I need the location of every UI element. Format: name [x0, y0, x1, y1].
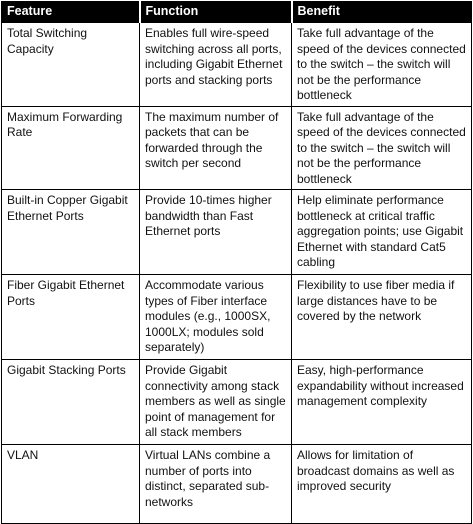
feature-table — [1, 1, 472, 524]
function-cell: Provide 10-times higher bandwidth than Fast Ethernet ports — [140, 190, 292, 275]
table-row — [2, 360, 472, 445]
feature-cell: Fiber Gigabit Ethernet Ports — [2, 275, 140, 360]
table-row — [2, 106, 472, 190]
benefit-cell: Help eliminate performance bottleneck at critical traffic aggregation points; use Gigabit Ethernet with standard Cat5 cabling — [292, 190, 472, 275]
table-row — [2, 445, 472, 524]
table-row — [2, 190, 472, 275]
feature-cell: Gigabit Stacking Ports — [2, 360, 140, 445]
benefit-cell: Take full advantage of the speed of the devices connected to the switch – the switch will not be the performance bottleneck — [292, 106, 472, 190]
benefit-cell: Take full advantage of the speed of the devices connected to the switch – the switch will not be the performance bottleneck — [292, 23, 472, 107]
feature-cell: Built-in Copper Gigabit Ethernet Ports — [2, 190, 140, 275]
function-cell: Accommodate various types of Fiber interface modules (e.g., 1000SX, 1000LX; modules sold separately) — [140, 275, 292, 360]
function-cell: Enables full wire-speed switching across all ports, including Gigabit Ethernet ports and stacking ports — [140, 23, 292, 107]
function-cell: The maximum number of packets that can be forwarded through the switch per second — [140, 106, 292, 190]
table-row — [2, 23, 472, 107]
header-row — [2, 2, 472, 23]
header-benefit: Benefit — [292, 2, 472, 23]
feature-cell: Total Switching Capacity — [2, 23, 140, 107]
feature-cell: VLAN — [2, 445, 140, 524]
function-cell: Virtual LANs combine a number of ports into distinct, separated sub-networks — [140, 445, 292, 524]
benefit-cell: Flexibility to use fiber media if large distances have to be covered by the network — [292, 275, 472, 360]
function-cell: Provide Gigabit connectivity among stack members as well as single point of management for all stack members — [140, 360, 292, 445]
header-feature: Feature — [2, 2, 140, 23]
benefit-cell: Easy, high-performance expandability without increased management complexity — [292, 360, 472, 445]
header-function: Function — [140, 2, 292, 23]
benefit-cell: Allows for limitation of broadcast domains as well as improved security — [292, 445, 472, 524]
table-row — [2, 275, 472, 360]
feature-cell: Maximum Forwarding Rate — [2, 106, 140, 190]
